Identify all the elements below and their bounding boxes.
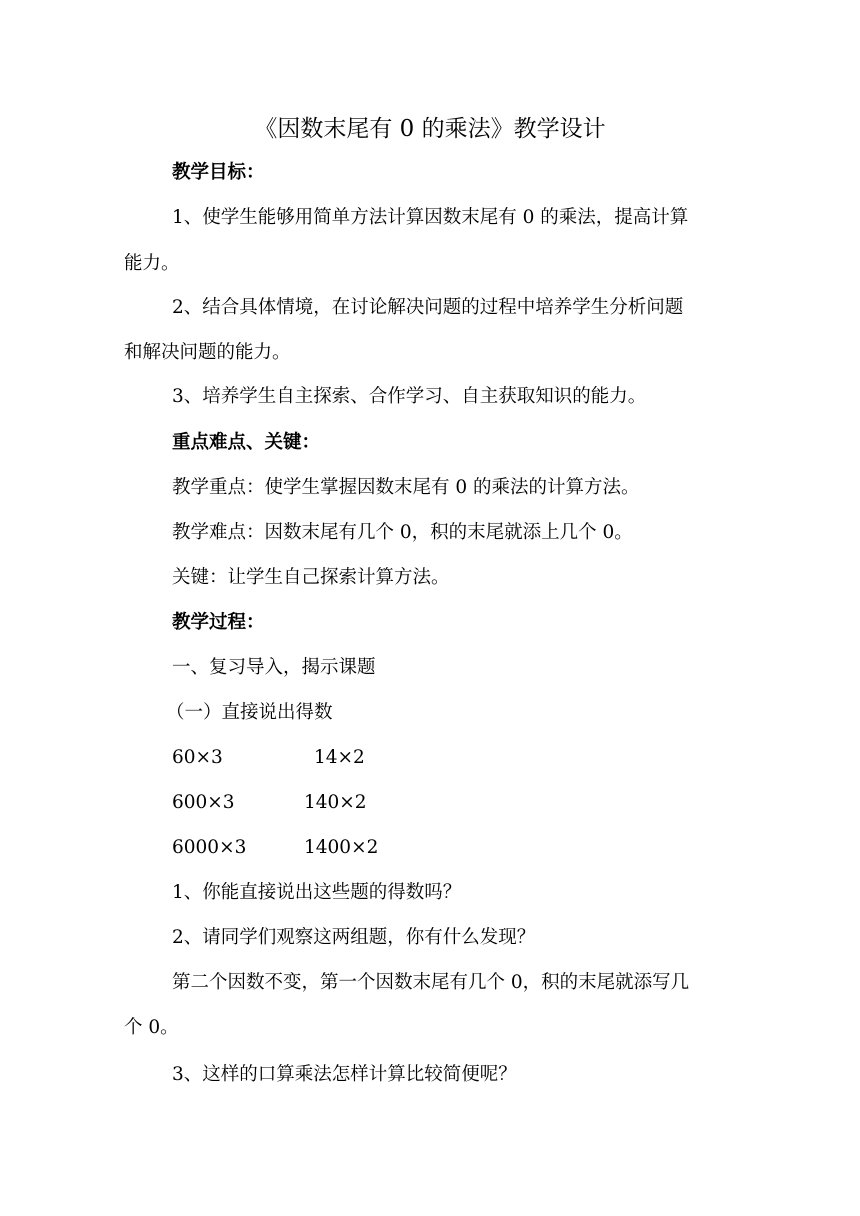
exercise-left-2: 600×3: [172, 792, 235, 813]
goal-1-line-1: 1、使学生能够用简单方法计算因数末尾有 0 的乘法，提高计算: [172, 207, 689, 228]
section-heading-goals: 教学目标：: [172, 162, 265, 183]
step-1-subheading: （一）直接说出得数: [166, 702, 333, 723]
key-focus: 教学重点：使学生掌握因数末尾有 0 的乘法的计算方法。: [172, 477, 640, 498]
question-1: 1、你能直接说出这些题的得数吗？: [172, 882, 462, 903]
goal-2-line-1: 2、结合具体情境，在讨论解决问题的过程中培养学生分析问题: [172, 297, 684, 318]
question-2: 2、请同学们观察这两组题，你有什么发现？: [172, 927, 536, 948]
step-1-heading: 一、复习导入，揭示课题: [172, 657, 376, 678]
question-3: 3、这样的口算乘法怎样计算比较简便呢？: [172, 1064, 517, 1085]
section-heading-process: 教学过程：: [172, 612, 265, 633]
section-heading-key: 重点难点、关键：: [172, 432, 321, 453]
exercise-left-3: 6000×3: [172, 837, 247, 858]
finding-line-1: 第二个因数不变，第一个因数末尾有几个 0，积的末尾就添写几: [172, 972, 690, 993]
key-difficulty: 教学难点：因数末尾有几个 0，积的末尾就添上几个 0。: [172, 522, 633, 543]
goal-1-line-2: 能力。: [124, 253, 180, 274]
key-point: 关键：让学生自己探索计算方法。: [172, 567, 450, 588]
exercise-right-3: 1400×2: [304, 837, 379, 858]
exercise-right-1: 14×2: [314, 747, 365, 768]
document-title: 《因数末尾有 0 的乘法》教学设计: [254, 116, 606, 142]
exercise-left-1: 60×3: [172, 747, 223, 768]
goal-2-line-2: 和解决问题的能力。: [124, 342, 291, 363]
finding-line-2: 个 0。: [124, 1017, 179, 1038]
goal-3: 3、培养学生自主探索、合作学习、自主获取知识的能力。: [172, 386, 647, 407]
exercise-right-2: 140×2: [304, 792, 367, 813]
